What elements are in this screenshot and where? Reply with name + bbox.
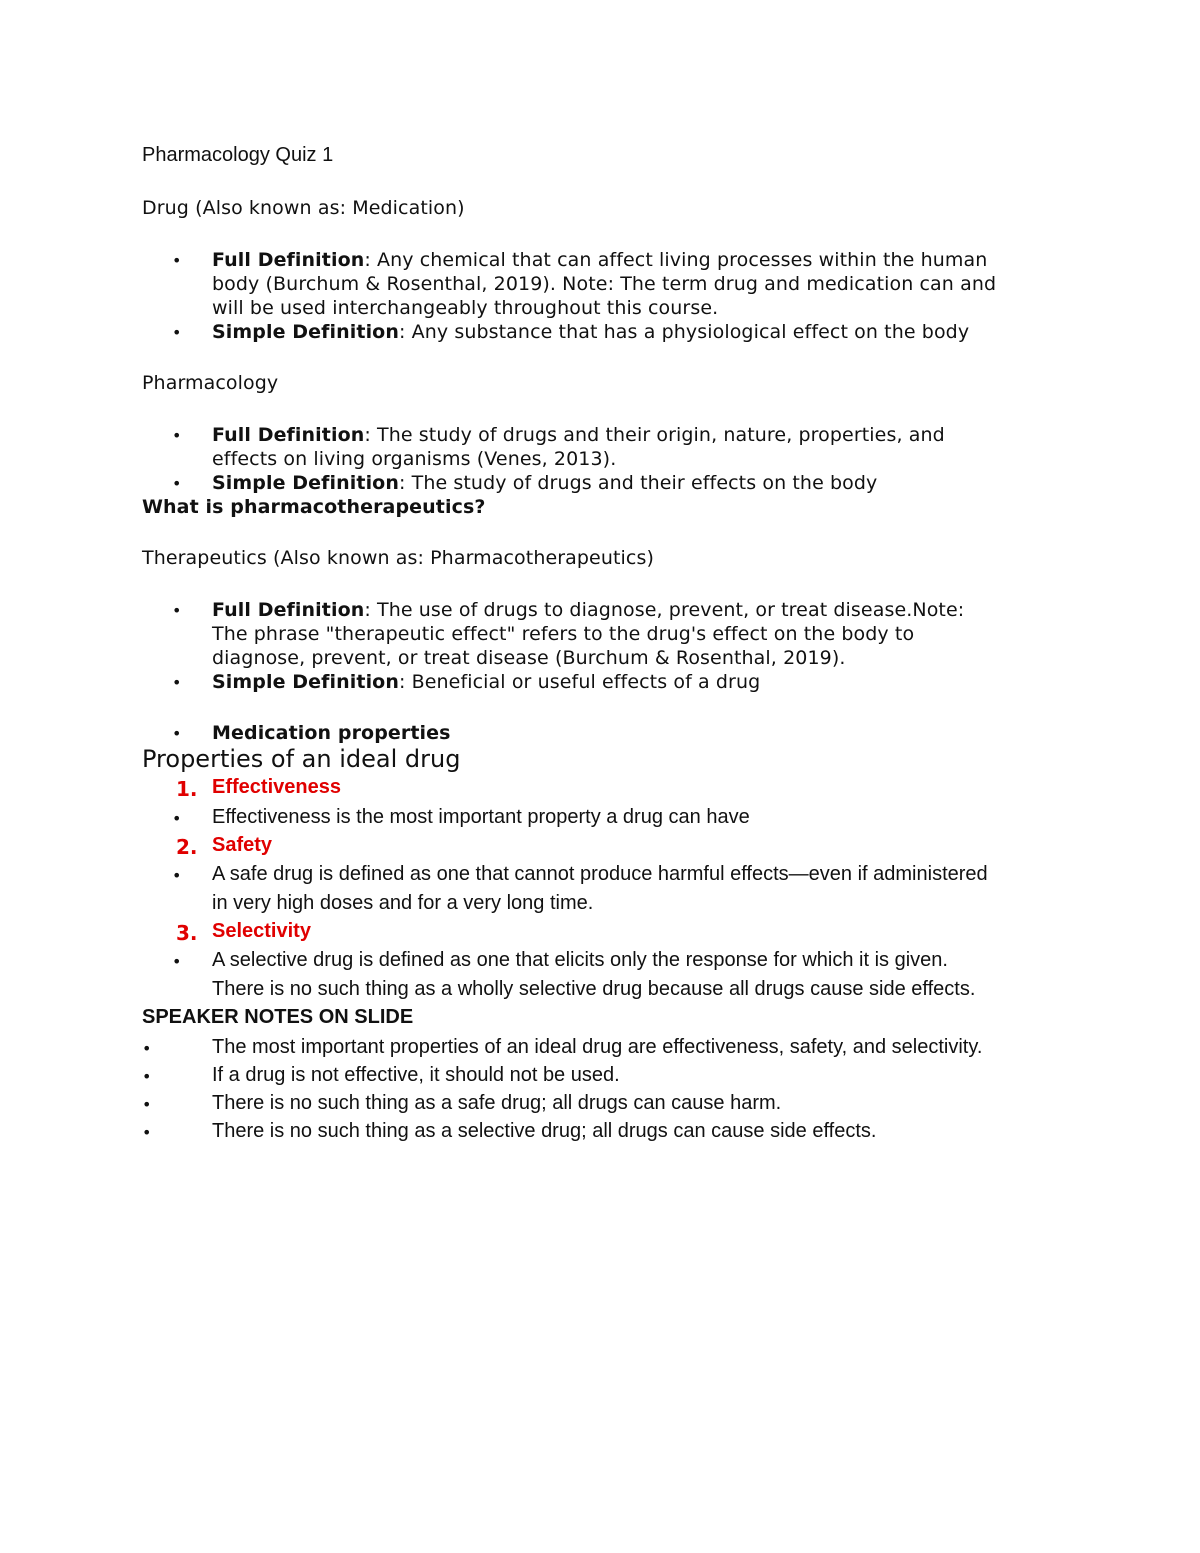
property-description-cont: There is no such thing as a wholly selective drug because all drugs cause side effects.: [212, 978, 976, 1000]
bullet-icon: •: [172, 866, 182, 885]
property-name: Effectiveness: [212, 776, 341, 798]
question-heading: What is pharmacotherapeutics?: [142, 496, 486, 518]
full-definition-label: Full Definition: [212, 249, 365, 271]
bullet-icon: •: [142, 1095, 152, 1114]
full-definition-text: : Any chemical that can affect living processes within the human: [364, 249, 988, 271]
speaker-note: There is no such thing as a selective drug; all drugs can cause side effects.: [212, 1120, 877, 1142]
therapeutics-full-definition-cont: diagnose, prevent, or treat disease (Burchum & Rosenthal, 2019).: [212, 647, 846, 669]
bullet-icon: •: [142, 1039, 152, 1058]
property-description-cont: in very high doses and for a very long time.: [212, 892, 594, 914]
property-number: 1.: [176, 777, 198, 801]
therapeutics-full-definition: [212, 599, 964, 621]
drug-full-definition-cont: will be used interchangeably throughout this course.: [212, 297, 719, 319]
bullet-icon: •: [172, 323, 182, 342]
drug-simple-definition: [212, 321, 969, 343]
simple-definition-text: : Any substance that has a physiological effect on the body: [398, 321, 970, 343]
pharmacology-simple-definition: [212, 472, 877, 494]
drug-full-definition: [212, 249, 987, 271]
simple-definition-label: Simple Definition: [212, 472, 399, 494]
property-name: Safety: [212, 834, 273, 856]
bullet-icon: •: [172, 251, 182, 270]
speaker-note: The most important properties of an ideal drug are effectiveness, safety, and selectivity.: [212, 1036, 983, 1058]
simple-definition-text: : Beneficial or useful effects of a drug: [398, 671, 761, 693]
simple-definition-text: : The study of drugs and their effects on the body: [398, 472, 878, 494]
property-number: 3.: [176, 921, 198, 945]
bullet-icon: •: [142, 1067, 152, 1086]
therapeutics-simple-definition: [212, 671, 760, 693]
speaker-note: If a drug is not effective, it should not be used.: [212, 1064, 620, 1086]
full-definition-label: Full Definition: [212, 424, 365, 446]
full-definition-label: Full Definition: [212, 599, 365, 621]
bullet-icon: •: [142, 1123, 152, 1142]
property-number: 2.: [176, 835, 198, 859]
therapeutics-full-definition-cont: The phrase "therapeutic effect" refers to the drug's effect on the body to: [212, 623, 915, 645]
medication-properties: Medication properties: [212, 722, 451, 744]
bullet-icon: •: [172, 809, 182, 828]
property-description: A selective drug is defined as one that elicits only the response for which it is given.: [212, 949, 948, 971]
property-description: A safe drug is defined as one that cannot produce harmful effects—even if administered: [212, 863, 988, 885]
doc-title: Pharmacology Quiz 1: [142, 144, 334, 166]
drug-heading: Drug (Also known as: Medication): [142, 197, 465, 219]
bullet-icon: •: [172, 474, 182, 493]
simple-definition-label: Simple Definition: [212, 671, 399, 693]
drug-full-definition-cont: body (Burchum & Rosenthal, 2019). Note: The term drug and medication can and: [212, 273, 997, 295]
bullet-icon: •: [172, 673, 182, 692]
property-name: Selectivity: [212, 920, 311, 942]
bullet-icon: •: [172, 952, 182, 971]
pharmacology-full-definition: [212, 424, 945, 446]
ideal-drug-heading: Properties of an ideal drug: [142, 745, 461, 773]
speaker-note: There is no such thing as a safe drug; all drugs can cause harm.: [212, 1092, 782, 1114]
full-definition-text: : The study of drugs and their origin, nature, properties, and: [364, 424, 945, 446]
simple-definition-label: Simple Definition: [212, 321, 399, 343]
therapeutics-heading: Therapeutics (Also known as: Pharmacotherapeutics): [142, 547, 654, 569]
pharmacology-full-definition-cont: effects on living organisms (Venes, 2013).: [212, 448, 617, 470]
bullet-icon: •: [172, 601, 182, 620]
pharmacology-heading: Pharmacology: [142, 372, 279, 394]
full-definition-text: : The use of drugs to diagnose, prevent, or treat disease.Note:: [364, 599, 965, 621]
bullet-icon: •: [172, 724, 182, 743]
property-description: Effectiveness is the most important property a drug can have: [212, 806, 750, 828]
speaker-notes-heading: SPEAKER NOTES ON SLIDE: [142, 1006, 414, 1028]
bullet-icon: •: [172, 426, 182, 445]
